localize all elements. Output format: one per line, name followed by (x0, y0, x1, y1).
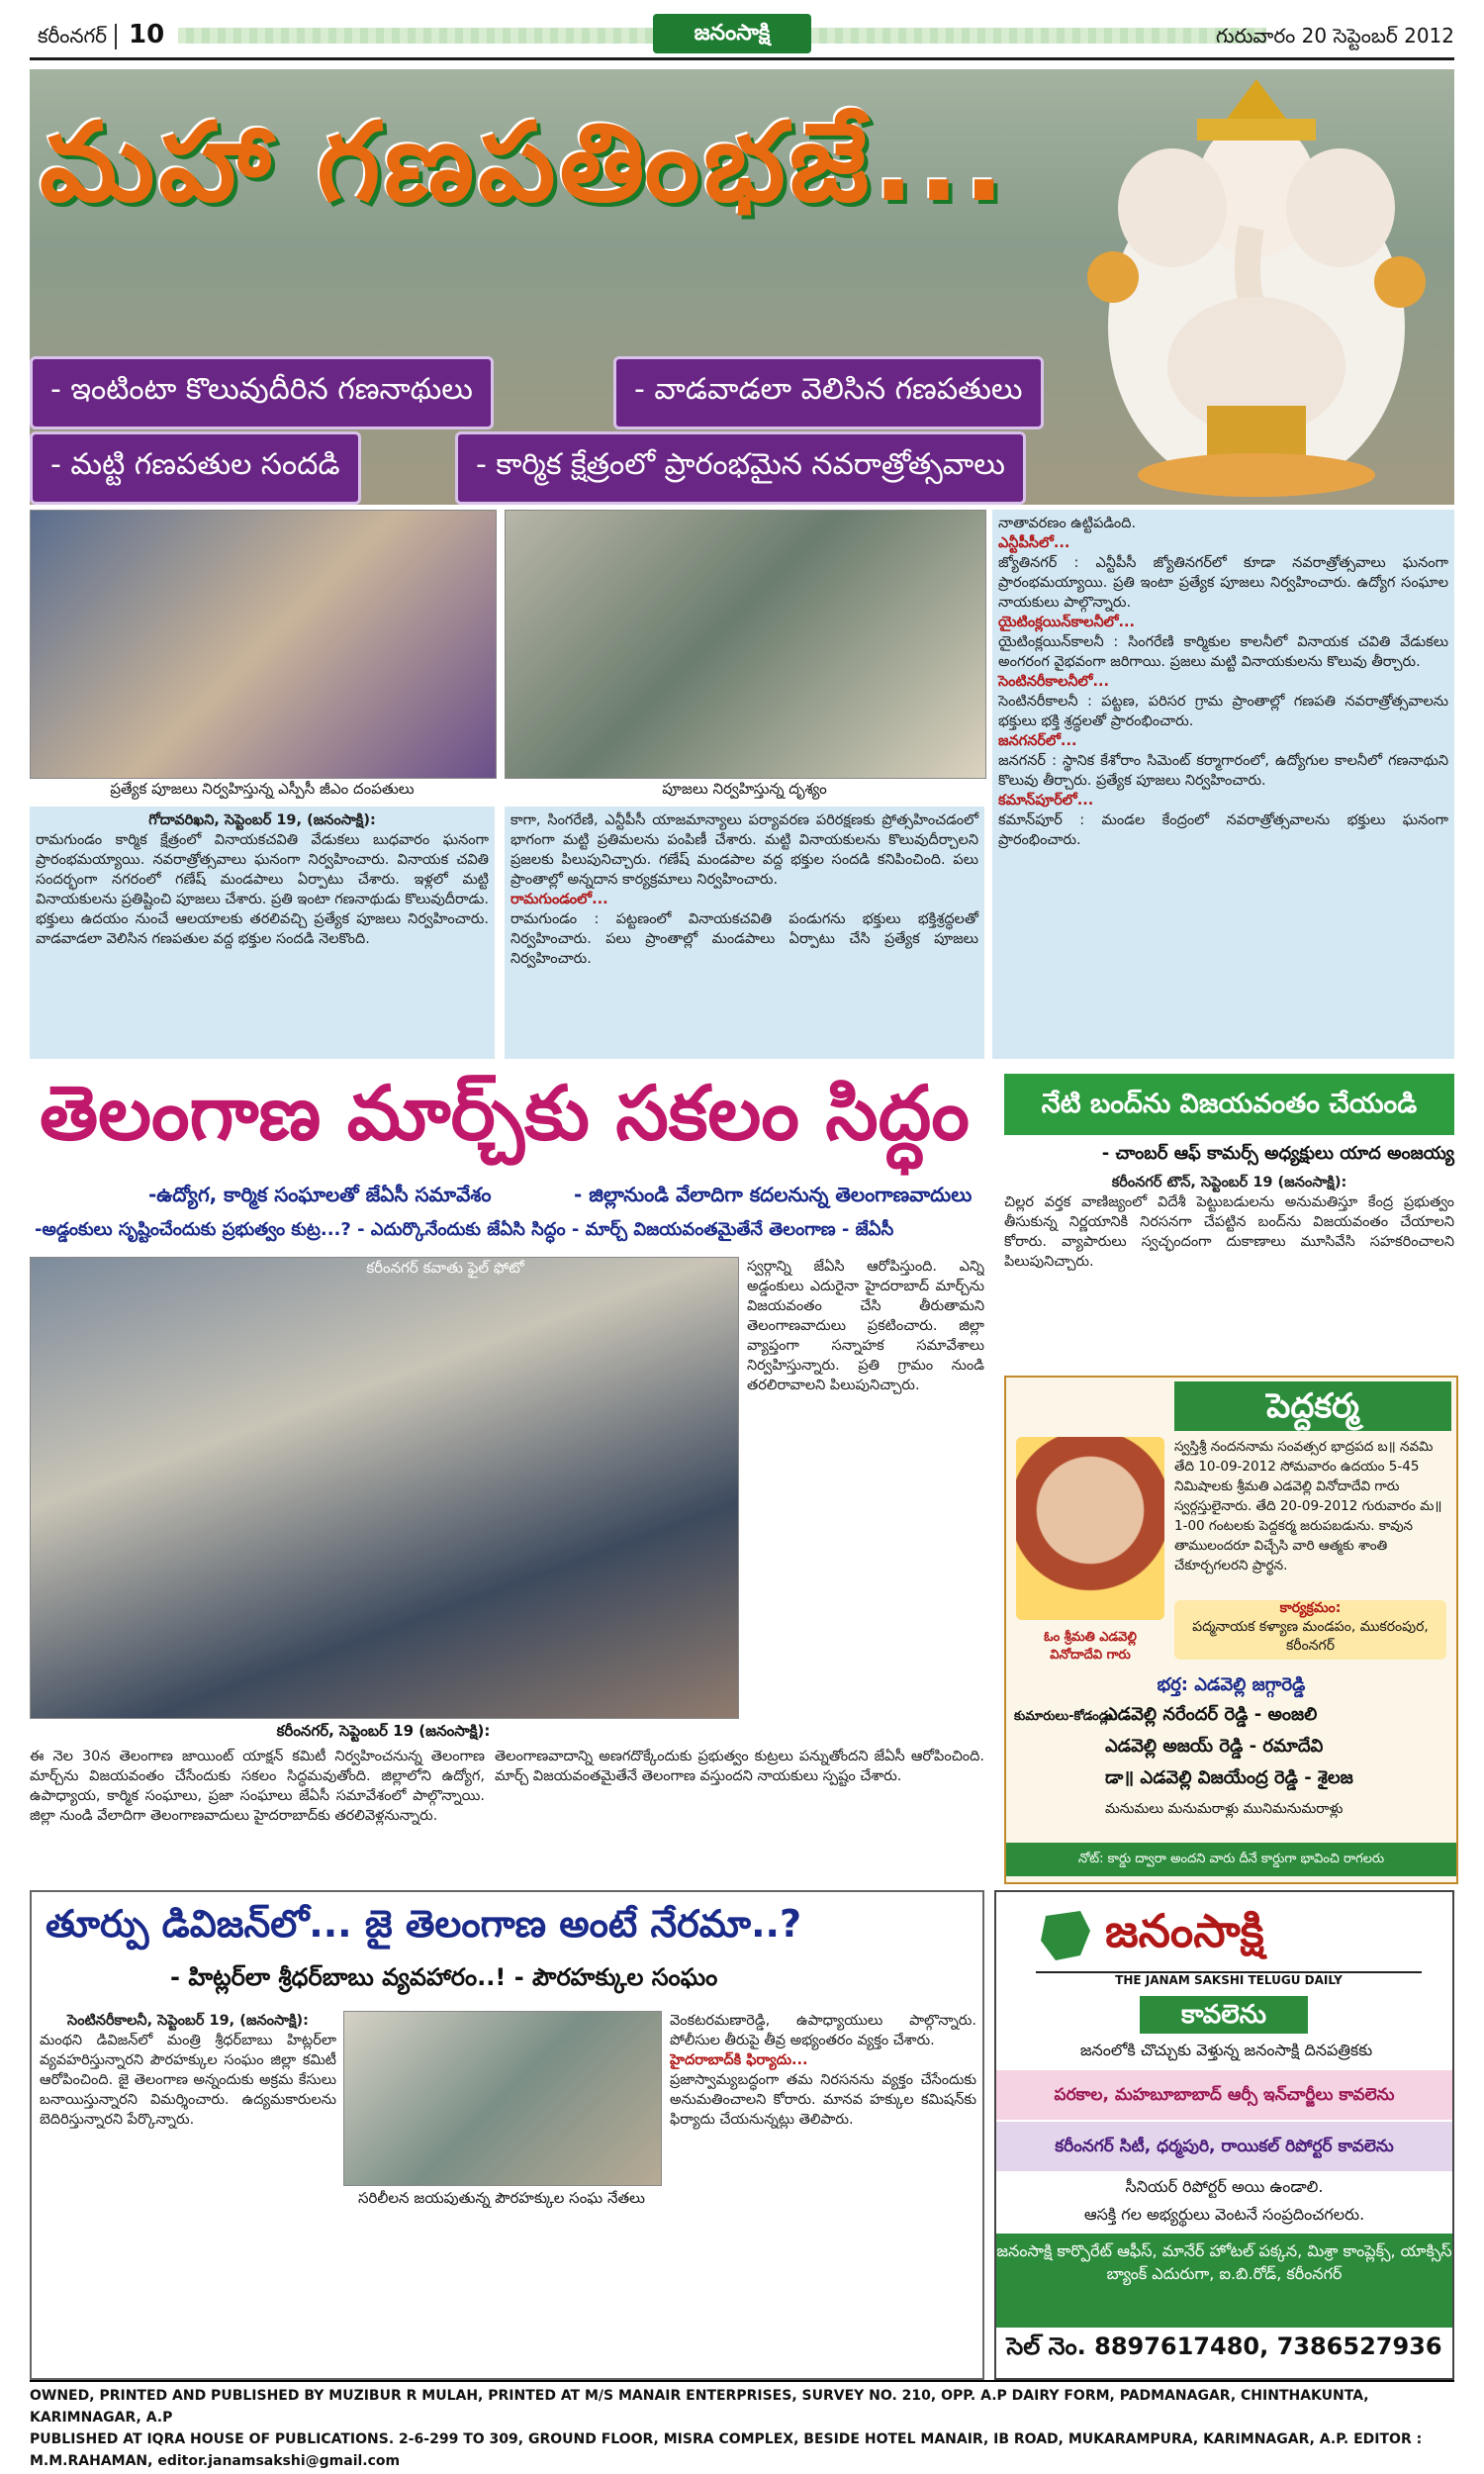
story1-text-1: రామగుండం కార్మిక క్షేత్రంలో వినాయకచవితి వేడుకలు బుధవారం ఘనంగా ప్రారంభమయ్యాయి. నవరాత్రోత్సవాలు ఘనంగా నిర్వహించారు. వినాయక చవితి సందర్భంగా నగరంలో గణేష్ మండపాలు ఏర్పాటు చేశారు. ఇళ్లలో మట్టి వినాయకులను ప్రతిష్టించి పూజలు చేశారు. ప్రతి ఇంటా గణనాథుడు కొలువుదీరాడు. భక్తులు ఉదయం నుంచే ఆలయాలకు తరలివచ్చి ప్రత్యేక పూజలు నిర్వహించారు. వాడవాడలా వెలిసిన గణపతుల వద్ద భక్తుల సందడి నెలకొంది. (36, 832, 489, 947)
footer-rule (30, 2380, 1454, 2382)
issue-date: గురువారం 20 సెప్టెంబర్ 2012 (1216, 24, 1454, 48)
peddakarma-text: స్వస్తిశ్రీ నందననామ సంవత్సర భాద్రపద బ॥ నవమి తేది 10-09-2012 సోమవారం ఉదయం 5-45 నిమిషాలకు శ్రీమతి ఎడవెల్లి వినోదాదేవి గారు స్వర్గస్తులైనారు. తేది 20-09-2012 గురువారం మ॥ 1-00 గంటలకు పెద్దకర్మ జరుపబడును. కావున తాములందరూ విచ్చేసి వారి ఆత్మకు శాంతి చేకూర్చగలరని ప్రార్థన. (1174, 1439, 1442, 1573)
ganesha-idol-image (1078, 79, 1435, 505)
east-headline: తూర్పు డివిజన్‌లో... జై తెలంగాణ అంటే నేరమా..? (46, 1902, 801, 1946)
janamsakshi-wanted-ad (994, 1890, 1454, 2380)
peddakarma-title: పెద్దకర్మ (1174, 1381, 1451, 1431)
wanted-intro: జనంలోకి చొచ్చుకు వెళ్తున్న జనంసాక్షి దినపత్రికకు (1079, 2041, 1373, 2059)
section-head-centenary: సెంటినరీకాలనీలో... (998, 674, 1109, 690)
wanted-phone: సెల్ నెం. 8897617480, 7386527936 (1006, 2332, 1442, 2360)
story1-caption-2: పూజలు నిర్వహిస్తున్న దృశ్యం (662, 780, 827, 798)
telangana-text-2: తెలంగాణవాదాన్ని అణగదొక్కేందుకు ప్రభుత్వం కుట్రలు పన్నుతోందని జేఏసీ ఆరోపించింది. మార్చ్ విజయవంతమైతేనే తెలంగాణ వస్తుందని నాయకులు స్పష్టం చేశారు. (495, 1749, 984, 1784)
section-text-centenary: సెంటినరీకాలనీ : పట్టణ, పరిసర గ్రామ ప్రాంతాల్లో గణపతి నవరాత్రోత్సవాలను భక్తులు భక్తి శ్రద్ధలతో ప్రారంభించారు. (998, 694, 1448, 729)
telangana-deck-2: -అడ్డంకులు సృష్టించేందుకు ప్రభుత్వం కుట్ర...? - ఎదుర్కొనేందుకు జేఏసి సిద్ధం - మార్చ్ విజయవంతమైతేనే తెలంగాణ - జేఏసీ (35, 1219, 894, 1240)
telangana-headline: తెలంగాణ మార్చ్‌కు సకలం సిద్ధం (40, 1069, 970, 1157)
bandh-headline: నేటి బంద్‌ను విజయవంతం చేయండి (1004, 1074, 1454, 1135)
east-column-1 (40, 2011, 336, 2367)
venue-text: పద్మనాయక కళ్యాణ మండపం, ముకరంపుర, కరీంనగర్ (1192, 1619, 1429, 1654)
janam-logo: జనంసాక్షి (1105, 1904, 1264, 1957)
telangana-photo-credit: కరీంనగర్ కవాతు ఫైల్ ఫోటో (366, 1259, 524, 1277)
east-caption: సరిలీలన జయపుతున్న పౌరహక్కుల సంఘ నేతలు (358, 2189, 645, 2207)
section-text-jaganagar: జనగనర్ : స్థానిక కేశోరాం సిమెంట్ కర్మాగారంలో, ఉద్యోగుల కాలనీలో గణనాథుని కొలువు తీర్చారు. ప్రత్యేక పూజలు నిర్వహించారు. (998, 753, 1448, 789)
wanted-label: కావలెను (1140, 1996, 1308, 2034)
son-1: ఎడవెల్లి నరేందర్ రెడ్డి - అంజలి (1105, 1704, 1318, 1725)
banner-pill-2: - వాడవాడలా వెలిసిన గణపతులు (613, 356, 1044, 429)
story1-column-1 (30, 807, 495, 1059)
venue-head: కార్యక్రమం: (1279, 1600, 1342, 1616)
east-subhead-2: హైదరాబాద్‌కి ఫిర్యాదు... (670, 2052, 808, 2068)
section-head-kamanpur: కమాన్‌పూర్‌లో... (998, 793, 1094, 809)
banner-pill-1: - ఇంటింటా కొలువుదీరిన గణనాథులు (30, 356, 494, 429)
portrait-photo (1016, 1437, 1164, 1620)
imprint-line-1: OWNED, PRINTED AND PUBLISHED BY MUZIBUR R MULAH, PRINTED AT M/S MANAIR ENTERPRISES, SURVEY NO. 210, OPP. A.P DAIRY FORM, PADMANAGAR, CHINTHAKUNTA, KARIMNAGAR, A.P (30, 2388, 1369, 2426)
telangana-text-1: ఈ నెల 30న తెలంగాణ జాయింట్ యాక్షన్ కమిటీ నిర్వహించనున్న తెలంగాణ మార్చ్‌ను విజయవంతం చేసేందుకు సకలం సిద్ధమవుతోంది. జిల్లాలోని ఉద్యోగ, ఉపాధ్యాయ, కార్మిక సంఘాలు, ప్రజా సంఘాలు జేఏసీ సమావేశంలో పాల్గొన్నాయి. జిల్లా నుండి వేలాదిగా తెలంగాణవాదులు హైదరాబాద్‌కు తరలివెళ్లనున్నారు. (30, 1749, 485, 1824)
son-2: ఎడవెల్లి అజయ్ రెడ్డి - రమాదేవి (1105, 1736, 1324, 1757)
page-number: 10 (129, 20, 165, 49)
wanted-line-3: సీనియర్ రిపోర్టర్ అయి ఉండాలి. (1125, 2177, 1324, 2196)
place-name: కరీంనగర్ (38, 24, 107, 48)
banner-pill-4: - కార్మిక క్షేత్రంలో ప్రారంభమైన నవరాత్రోత్సవాలు (455, 431, 1026, 505)
section-head-jaganagar: జనగనర్‌లో... (998, 733, 1077, 749)
telangana-dateline: కరీంనగర్, సెప్టెంబర్ 19 (జనంసాక్షి): (276, 1722, 491, 1740)
bandh-dateline: కరీంనగర్ టౌన్, సెప్టెంబర్ 19 (జనంసాక్షి): (1111, 1175, 1347, 1190)
story1-text-2b: రామగుండం : పట్టణంలో వినాయకచవితి పండుగను భక్తులు భక్తిశ్రద్ధలతో నిర్వహించారు. పలు ప్రాంతాల్లో మండపాలు ఏర్పాటు చేసి ప్రత్యేక పూజలు నిర్వహించారు. (510, 911, 978, 967)
peddakarma-ad (1004, 1376, 1458, 1884)
section-head-ntpc: ఎన్టీపీసీలో... (998, 535, 1070, 551)
husband-name: భర్త: ఎడవెల్లి జగ్గారెడ్డి (1157, 1674, 1306, 1695)
east-text-2b: ప్రజాస్వామ్యబద్ధంగా తమ నిరసనను వ్యక్తం చేసేందుకు అనుమతించాలని కోరారు. మానవ హక్కుల కమిషన్‌కు ఫిర్యాదు చేయనున్నట్లు తెలిపారు. (670, 2072, 976, 2128)
story1-photo-2 (505, 510, 986, 779)
east-text-2: వెంకటరమణారెడ్డి, ఉపాధ్యాయులు పాల్గొన్నారు. పోలీసుల తీరుపై తీవ్ర అభ్యంతరం వ్యక్తం చేశారు. (670, 2013, 976, 2048)
story1-text-3-intro: నాతావరణం ఉట్టిపడింది. (998, 516, 1137, 531)
section-text-kamanpur: కమాన్‌పూర్ : మండల కేంద్రంలో నవరాత్రోత్సవాలను భక్తులు ఘనంగా ప్రారంభించారు. (998, 812, 1448, 848)
telangana-deck-1b: - జిల్లానుండి వేలాదిగా కదలనున్న తెలంగాణవాదులు (574, 1183, 973, 1206)
wanted-line-4: ఆసక్తి గల అభ్యర్థులు వెంటనే సంప్రదించగలరు. (1083, 2205, 1365, 2224)
bandh-text: చిల్లర వర్తక వాణిజ్యంలో విదేశీ పెట్టుబడులను అనుమతిస్తూ కేంద్ర ప్రభుత్వం తీసుకున్న నిర్ణయానికి నిరసనగా చేపట్టిన బంద్‌ను విజయవంతం చేయాలని కోరారు. వ్యాపారులు స్వచ్ఛందంగా దుకాణాలు మూసివేసి సహకరించాలని పిలుపునిచ్చారు. (1004, 1194, 1454, 1270)
wanted-line-2: కరీంనగర్ సిటీ, ధర్మపురి, రాయికల్ రిపోర్టర్ కావలెను (996, 2122, 1452, 2171)
deceased-name: ఓం శ్రీమతి ఎడవెల్లి వినోదాదేవి గారు (1044, 1630, 1137, 1663)
bandh-body (1004, 1173, 1454, 1361)
venue-box (1174, 1600, 1446, 1660)
story1-column-3 (992, 510, 1454, 1059)
kids-label: కుమారులు-కోడండ్లు: (1014, 1709, 1119, 1724)
east-division-story (30, 1890, 984, 2380)
wanted-line-1: పరకాల, మహబూబాబాద్ ఆర్సీ ఇన్‌చార్జీలు కావలెను (996, 2070, 1452, 2120)
telangana-march-photo (30, 1257, 739, 1719)
section-text-ntpc: జ్యోతినగర్ : ఎన్టీపీసీ జ్యోతినగర్‌లో కూడా నవరాత్రోత్సవాలు ఘనంగా ప్రారంభమయ్యాయి. ప్రతి ఇంటా ప్రత్యేక పూజలు నిర్వహించారు. ఉద్యోగ సంఘాల నాయకులు పాల్గొన్నారు. (998, 555, 1448, 611)
bandh-subhead: - చాంబర్ ఆఫ్ కామర్స్ అధ్యక్షులు యాద అంజయ్య (1101, 1143, 1454, 1164)
east-subhead: - హిట్లర్‌లా శ్రీధర్‌బాబు వ్యవహారం..! - పౌరహక్కుల సంఘం (170, 1963, 718, 1991)
telangana-map-icon (1036, 1906, 1095, 1965)
story1-subhead: రామగుండంలో... (510, 892, 608, 907)
page-header (30, 14, 1454, 60)
story1-column-2 (505, 807, 984, 1059)
imprint-line-2: PUBLISHED AT IQRA HOUSE OF PUBLICATIONS. 2-6-299 TO 309, GROUND FLOOR, MISRA COMPLEX, BESIDE HOTEL MANAIR, IB ROAD, MUKARAMPURA, KARIMNAGAR, A.P. EDITOR : M.M.RAHAMAN, editor.janamsakshi@gmail.com (30, 2431, 1423, 2469)
east-column-2 (670, 2011, 976, 2367)
son-3: డా॥ ఎడవెల్లి విజయేంద్ర రెడ్డి - శైలజ (1105, 1767, 1353, 1788)
banner-title: మహా గణపతింభజే... (40, 99, 1009, 226)
story1-photo-1 (30, 510, 497, 779)
peddakarma-note: నోట్: కార్డు ద్వారా అందని వారు దీనే కార్డుగా భావించి రాగలరు (1006, 1843, 1456, 1876)
grandchildren: మనుమలు మనుమరాళ్లు మునిమనుమరాళ్లు (1105, 1801, 1344, 1817)
section-text-yitincline: యైటింక్లయిన్‌కాలనీ : సింగరేణి కార్మికుల కాలనీలో వినాయక చవితి వేడుకలు అంగరంగ వైభవంగా జరిగాయి. ప్రజలు మట్టి వినాయకులను కొలువు తీర్చారు. (998, 634, 1448, 670)
wanted-address: జనంసాక్షి కార్పొరేట్ ఆఫీస్, మానేర్ హోటల్ పక్కన, మిశ్రా కాంప్లెక్స్, యాక్సిస్ బ్యాంక్ ఎదురుగా, ఐ.బి.రోడ్, కరీంనగర్ (996, 2234, 1452, 2328)
story1-dateline: గోదావరిఖని, సెప్టెంబర్ 19, (జనంసాక్షి): (148, 812, 376, 828)
banner-pill-3: - మట్టి గణపతుల సందడి (30, 431, 361, 505)
section-head-yitincline: యైటింక్లయిన్‌కాలనీలో... (998, 615, 1136, 630)
east-dateline: సెంటినరీకాలనీ, సెప్టెంబర్ 19, (జనంసాక్షి): (67, 2013, 309, 2029)
east-text-1: మంథని డివిజన్‌లో మంత్రి శ్రీధర్‌బాబు హిట్లర్‌లా వ్యవహరిస్తున్నారని పౌరహక్కుల సంఘం జిల్లా కమిటీ ఆరోపించింది. జై తెలంగాణ అన్నందుకు అక్రమ కేసులు బనాయిస్తున్నారని విమర్శించారు. ఉద్యమకారులను బెదిరిస్తున్నారని పేర్కొన్నారు. (40, 2033, 336, 2128)
story1-text-2: కాగా, సింగరేణి, ఎన్టీపీసీ యాజమాన్యాలు పర్యావరణ పరిరక్షణకు ప్రోత్సహించడంలో భాగంగా మట్టి ప్రతిమలను పంపిణీ చేశారు. మట్టి వినాయకులను కొలువుదీర్చాలని ప్రజలకు పిలుపునిచ్చారు. గణేష్ మండపాల వద్ద భక్తుల సందడి కనిపించింది. పలు ప్రాంతాల్లో అన్నదాన కార్యక్రమాలు నిర్వహించారు. (510, 812, 978, 888)
ganesha-banner (30, 69, 1454, 505)
story1-caption-1: ప్రత్యేక పూజలు నిర్వహిస్తున్న ఎస్పీసీ జీఎం దంపతులు (110, 780, 415, 798)
east-photo (343, 2011, 662, 2186)
masthead-logo: జనంసాక్షి (653, 14, 811, 53)
janam-english: THE JANAM SAKSHI TELUGU DAILY (1036, 1971, 1422, 1987)
imprint-footer (30, 2385, 1454, 2472)
telangana-side-column: స్వర్గాన్ని జేఏసి ఆరోపిస్తుంది. ఎన్ని అడ్డంకులు ఎదురైనా హైదరాబాద్ మార్చ్‌ను విజయవంతం చేసి తీరుతామని తెలంగాణవాదులు ప్రకటించారు. జిల్లా వ్యాప్తంగా సన్నాహక సమావేశాలు నిర్వహిస్తున్నారు. ప్రతి గ్రామం నుండి తరలిరావాలని పిలుపునిచ్చారు. (747, 1259, 984, 1393)
telangana-deck-1a: -ఉద్యోగ, కార్మిక సంఘాలతో జేఏసీ సమావేశం (148, 1183, 492, 1206)
